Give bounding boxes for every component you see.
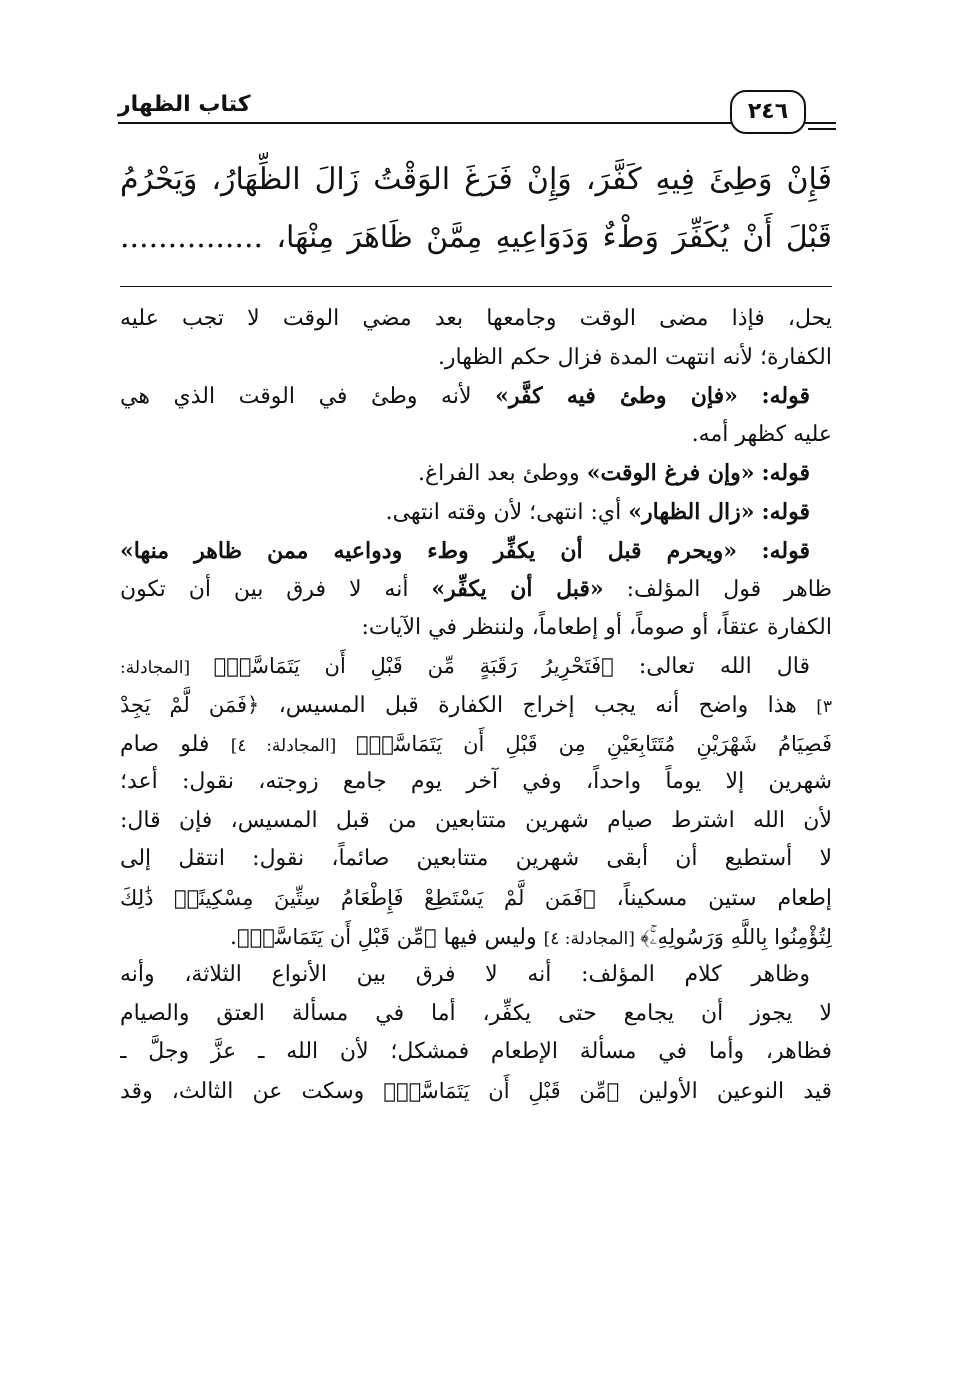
quran-verse: ﴿مِّن قَبْلِ أَن يَتَمَاسَّاۚ﴾ [237, 924, 437, 949]
matn-quote: «فإن وطئ فيه كفَّر» [495, 383, 738, 410]
qawluh-label: قوله: [761, 383, 811, 410]
qawluh-label: قوله: [761, 460, 810, 487]
text-span: فلو صام [120, 731, 231, 757]
text-line [120, 570, 832, 609]
qawluh-label: قوله: [761, 498, 810, 525]
text-span: أي: انتهى؛ لأن وقته انتهى. [385, 499, 629, 525]
text-span: هذا واضح أنه يجب إخراج الكفارة قبل المسيس، [259, 692, 817, 718]
matn-divider [120, 286, 832, 287]
matn-line-1: فَإِنْ وَطِئَ فِيهِ كَفَّرَ، وَإِنْ فَرَغَ الوَقْتُ زَالَ الظِّهَارُ، وَيَحْرُمُ [120, 162, 832, 197]
text-line: عليه كظهر أمه. [691, 421, 832, 447]
paragraph-1 [120, 300, 832, 377]
paragraph-4 [120, 493, 832, 532]
text-span: ووطئ بعد الفراغ. [418, 461, 587, 487]
paragraph-7 [120, 956, 832, 1110]
matn-text [120, 152, 832, 268]
quran-verse: لِتُؤْمِنُوا بِاللَّهِ وَرَسُولِهِۦۚ﴾ [640, 924, 832, 949]
matn-quote: «وإن فرغ الوقت» [586, 460, 755, 487]
header-rule [118, 122, 836, 124]
page-number: ٢٤٦ [730, 90, 806, 134]
text-span: وظاهر كلام المؤلف: أنه لا فرق بين الأنواع الثلاثة، وأنه [120, 962, 810, 988]
book-title: كتاب الظهار [118, 92, 256, 117]
surah-reference: [المجادلة: [120, 658, 214, 679]
text-line [120, 956, 832, 995]
text-line [120, 725, 832, 764]
text-line [120, 454, 832, 493]
paragraph-5 [120, 532, 832, 648]
quran-verse: ﴿فَمَن لَّمْ يَسْتَطِعْ فَإِطْعَامُ سِتِّينَ مِسْكِينًاۚ ذَٰلِكَ [120, 885, 596, 910]
text-line: لأن الله اشترط صيام شهرين متتابعين من قبل المسيس، فإن قال: [120, 807, 832, 833]
text-line [120, 647, 832, 686]
surah-reference: [المجادلة: ٤] [543, 928, 641, 949]
text-span: وسكت عن الثالث، وقد [120, 1078, 384, 1104]
text-span: قيد النوعين الأولين [619, 1078, 832, 1104]
text-line: شهرين إلا يوماً واحداً، وفي آخر يوم جامع زوجته، نقول: أعد؛ [120, 769, 832, 795]
surah-reference: ٣] [816, 696, 832, 717]
text-span: . [230, 924, 238, 950]
header-rule-double [808, 128, 836, 130]
matn-quote: «قبل أن يكفِّر» [431, 576, 604, 603]
quran-verse: فَصِيَامُ شَهْرَيْنِ مُتَتَابِعَيْنِ مِن قَبْلِ أَن يَتَمَاسَّاۖ﴾ [356, 731, 832, 756]
qawluh-label: قوله: [761, 537, 811, 564]
text-span: ظاهر قول المؤلف: [603, 577, 832, 603]
text-line [120, 532, 832, 571]
text-line [120, 686, 832, 725]
text-span: قال الله تعالى: [613, 654, 811, 680]
text-line: لا أستطيع أن أبقى شهرين متتابعين صائماً، نقول: انتقل إلى [120, 846, 832, 872]
text-line [120, 493, 832, 532]
text-line: الكفارة؛ لأنه انتهت المدة فزال حكم الظهار. [437, 344, 832, 370]
paragraph-6 [120, 647, 832, 956]
matn-line-2: قَبْلَ أَنْ يُكَفِّرَ وَطْءٌ وَدَوَاعِيهِ مِمَّنْ ظَاهَرَ مِنْهَا، ............... [120, 220, 832, 255]
text-span: إطعام ستين مسكيناً، [595, 885, 832, 911]
text-line: لا يجوز أن يجامع حتى يكفِّر، أما في مسألة العتق والصيام [120, 1000, 832, 1026]
commentary-text [120, 300, 832, 1110]
quran-verse: ﴿مِّن قَبْلِ أَن يَتَمَاسَّاۚ﴾ [383, 1078, 620, 1103]
text-span: أنه لا فرق بين أن تكون [120, 577, 432, 603]
surah-reference: [المجادلة: ٤] [230, 735, 357, 756]
text-line [120, 879, 832, 918]
text-line [120, 377, 832, 416]
text-line [120, 918, 832, 957]
text-span: لأنه وطئ في الوقت الذي هي [120, 384, 496, 410]
matn-quote: «زال الظهار» [628, 498, 755, 525]
paragraph-2 [120, 377, 832, 454]
text-line: الكفارة عتقاً، أو صوماً، أو إطعاماً، ولننظر في الآيات: [361, 614, 832, 640]
quran-verse: ﴿فَتَحْرِيرُ رَقَبَةٍ مِّن قَبْلِ أَن يَتَمَاسَّاۚ﴾ [213, 654, 614, 679]
text-line: يحل، فإذا مضى الوقت وجامعها بعد مضي الوقت لا تجب عليه [120, 306, 832, 331]
text-line: فظاهر، وأما في مسألة الإطعام فمشكل؛ لأن الله ـ عزَّ وجلَّ ـ [120, 1039, 832, 1065]
page-header [118, 88, 836, 134]
text-line [120, 1072, 832, 1111]
quran-verse: ﴿فَمَن لَّمْ يَجِدْ [120, 692, 260, 717]
matn-quote: «ويحرم قبل أن يكفِّر وطء ودواعيه ممن ظاهر منها» [120, 537, 738, 564]
paragraph-3 [120, 454, 832, 493]
text-span: وليس فيها [436, 924, 544, 950]
